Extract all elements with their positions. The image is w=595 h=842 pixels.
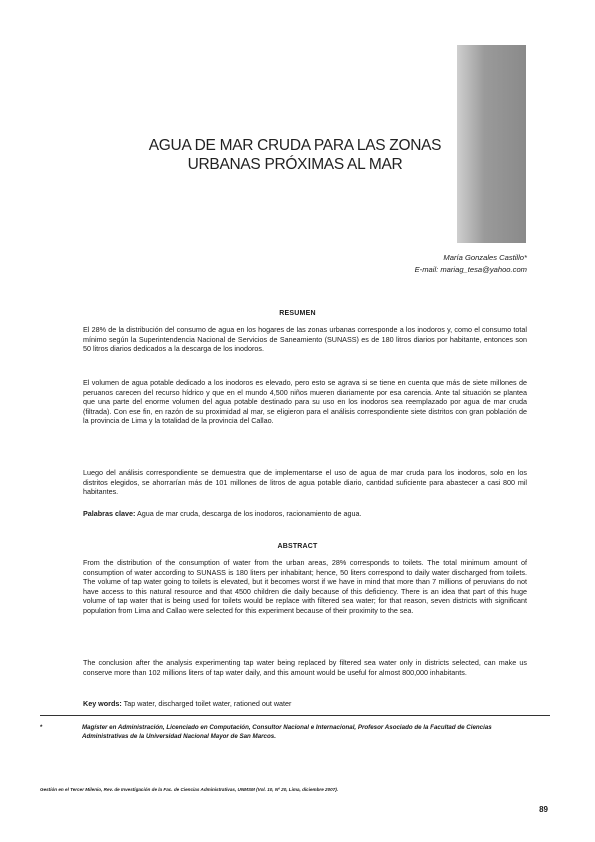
- keywords-label: Palabras clave:: [83, 509, 136, 518]
- author-email: E-mail: mariag_tesa@yahoo.com: [414, 265, 527, 274]
- article-title: [145, 136, 445, 174]
- resumen-paragraph: El 28% de la distribución del consumo de agua en los hogares de las zonas urbanas corresponde a los inodoros y, como el consumo total mínimo según la Superintendencia Nacional de Servicios de Saneamiento (SUNASS) es de 180 litros diarios por habitante, entonces son 50 litros diarios dedicados a la descarga de los inodoros.: [83, 325, 527, 353]
- keywords-text: Tap water, discharged toilet water, rationed out water: [121, 699, 292, 708]
- title-line: URBANAS PRÓXIMAS AL MAR: [187, 156, 403, 173]
- title-line: AGUA DE MAR CRUDA PARA LAS ZONAS: [148, 137, 442, 154]
- author-block: [415, 252, 527, 276]
- footnote-mark: *: [40, 724, 43, 731]
- resumen-keywords: [83, 509, 527, 519]
- abstract-paragraph: From the distribution of the consumption of water from the urban areas, 28% corresponds to toilets. The total minimum amount of consumption of water according to SUNASS is 180 liters per inhabitant; hence, 50 liters correspond to daily water discharged from toilets. The volume of tap water going to toilets is elevated, but it becomes worst if we have in mind that more than 7 millions of peruvians do not have access to this natural resource and that 4500 children die daily because of this deficiency. There is an idea that part of this huge volume of tap water that is being used for toilets would be replace with filtered sea water; for that reason, seven districts with significant population from Lima and Callao were selected for this experiment because of their proximity to the sea.: [83, 558, 527, 615]
- footnote-text: Magíster en Administración, Licenciado en Computación, Consultor Nacional e Internacional, Profesor Asociado de la Facultad de Ciencias Administrativas de la Universidad Nacional Mayor de San Marcos.: [82, 724, 492, 740]
- resumen-heading: RESUMEN: [279, 310, 316, 317]
- author-name: María Gonzales Castillo*: [443, 253, 527, 262]
- keywords-label: Key words:: [83, 699, 122, 708]
- journal-citation: Gestión en el Tercer Milenio, Rev. de Investigación de la Fac. de Ciencias Administrativas, UNMSM (Vol. 10, Nº 20, Lima, diciembre 2007).: [40, 787, 339, 792]
- decorative-gray-bar: [457, 45, 526, 243]
- page-number: 89: [539, 805, 548, 814]
- keywords-text: Agua de mar cruda, descarga de los inodoros, racionamiento de agua.: [135, 509, 362, 518]
- footnote-divider: [40, 715, 550, 716]
- resumen-paragraph: Luego del análisis correspondiente se demuestra que de implementarse el uso de agua de mar cruda para los inodoros, solo en los distritos elegidos, se ahorrarían más de 101 millones de litros de agua potable diario, cantidad suficiente para abastecer a casi 800 mil habitantes.: [83, 468, 527, 496]
- abstract-keywords: [83, 699, 527, 709]
- footnote: [40, 723, 528, 741]
- abstract-heading: ABSTRACT: [277, 543, 318, 550]
- abstract-paragraph: The conclusion after the analysis experimenting tap water being replaced by filtered sea water only in districts selected, can make us conserve more than 102 millions liters of tap water daily, and this amount would be useful for almost 800,000 inhabitants.: [83, 658, 527, 677]
- resumen-paragraph: El volumen de agua potable dedicado a los inodoros es elevado, pero esto se agrava si se tiene en cuenta que más de siete millones de peruanos carecen del recurso hídrico y que en el mundo 4,500 niños mueren diariamente por esa carencia. Ante tal situación se plantea que una parte del enorme volumen del agua potable destinado para su uso en los inodoros sea reemplazado por agua de mar cruda (filtrada). Con ese fin, en razón de su proximidad al mar, se eligieron para el análisis correspondiente siete distritos con gran población de la provincia de Lima y la totalidad de la provincia del Callao.: [83, 378, 527, 425]
